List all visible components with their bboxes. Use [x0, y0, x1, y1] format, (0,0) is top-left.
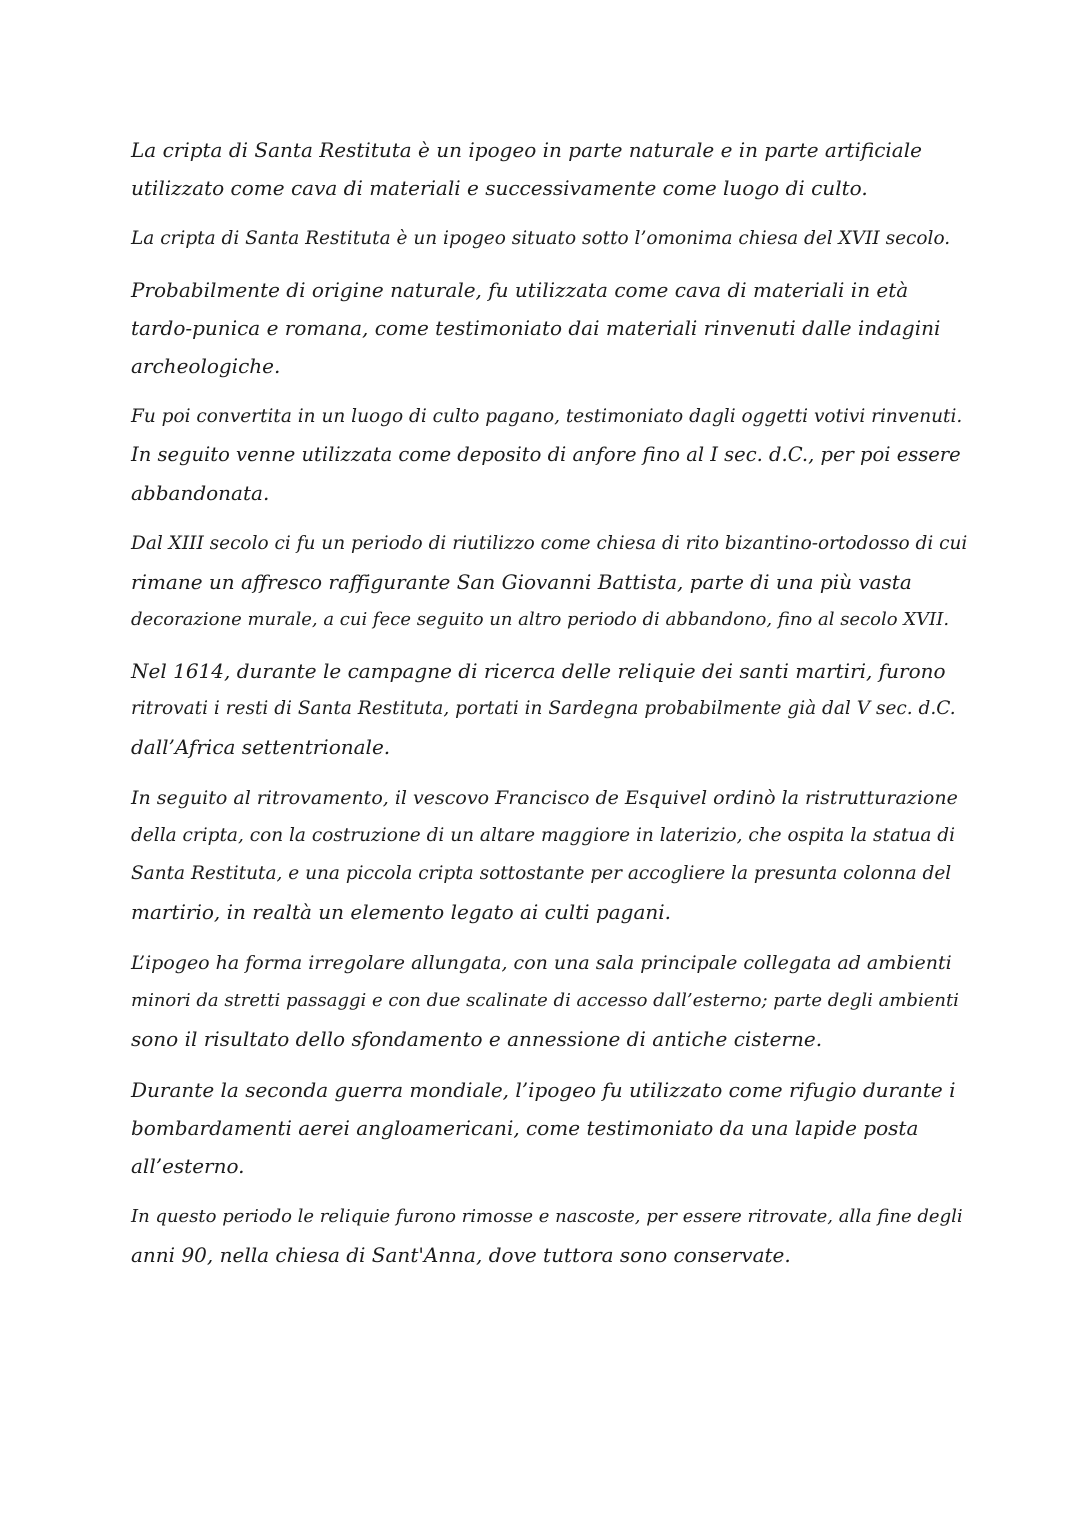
paragraph-5: [131, 525, 971, 639]
text-line: In seguito venne utilizzata come deposito di anfore fino al I sec. d.C., per poi essere: [131, 443, 961, 466]
text-line: L’ipogeo ha forma irregolare allungata, con una sala principale collegata ad ambienti: [131, 952, 952, 974]
document-body: [131, 131, 971, 1287]
text-line: In questo periodo le reliquie furono rimosse e nascoste, per essere ritrovate, alla fine degli: [131, 1206, 963, 1227]
text-line: ritrovati i resti di Santa Restituta, portati in Sardegna probabilmente già dal V sec. d.C.: [131, 698, 956, 719]
text-line: Probabilmente di origine naturale, fu utilizzata come cava di materiali in età: [131, 278, 909, 302]
paragraph-6: [131, 652, 971, 766]
text-line: Nel 1614, durante le campagne di ricerca delle reliquie dei santi martiri, furono: [131, 659, 946, 683]
text-line: In seguito al ritrovamento, il vescovo Francisco de Esquivel ordinò la ristrutturazione: [131, 787, 958, 809]
paragraph-3: [131, 271, 971, 385]
text-line: della cripta, con la costruzione di un altare maggiore in laterizio, che ospita la statua di: [131, 825, 955, 846]
paragraph-1: [131, 131, 971, 207]
text-line: Dal XIII secolo ci fu un periodo di riutilizzo come chiesa di rito bizantino-ortodosso di cui: [131, 533, 968, 554]
text-line: decorazione murale, a cui fece seguito un altro periodo di abbandono, fino al secolo XVII.: [131, 609, 950, 630]
paragraph-8: [131, 944, 971, 1058]
text-line: sono il risultato dello sfondamento e annessione di antiche cisterne.: [131, 1027, 823, 1051]
text-line: archeologiche.: [131, 354, 281, 378]
text-line: abbandonata.: [131, 481, 270, 505]
text-line: La cripta di Santa Restituta è un ipogeo in parte naturale e in parte artificiale: [131, 138, 922, 162]
text-line: tardo-punica e romana, come testimoniato dai materiali rinvenuti dalle indagini: [131, 316, 941, 340]
paragraph-2: [131, 220, 971, 258]
text-line: martirio, in realtà un elemento legato ai culti pagani.: [131, 900, 671, 924]
text-line: all’esterno.: [131, 1154, 245, 1178]
text-line: anni 90, nella chiesa di Sant'Anna, dove tuttora sono conservate.: [131, 1243, 791, 1267]
text-line: Santa Restituta, e una piccola cripta sottostante per accogliere la presunta colonna del: [131, 863, 952, 884]
text-line: Fu poi convertita in un luogo di culto pagano, testimoniato dagli oggetti votivi rinvenuti.: [131, 406, 963, 427]
paragraph-4: [131, 398, 971, 512]
paragraph-9: [131, 1071, 971, 1185]
paragraph-10: [131, 1198, 971, 1274]
text-line: rimane un affresco raffigurante San Giovanni Battista, parte di una più vasta: [131, 570, 912, 594]
text-line: dall’Africa settentrionale.: [131, 735, 391, 759]
text-line: utilizzato come cava di materiali e successivamente come luogo di culto.: [131, 176, 868, 200]
text-line: Durante la seconda guerra mondiale, l’ipogeo fu utilizzato come rifugio durante i: [131, 1078, 956, 1102]
paragraph-7: [131, 779, 971, 931]
text-line: minori da stretti passaggi e con due scalinate di accesso dall’esterno; parte degli ambienti: [131, 990, 959, 1011]
text-line: bombardamenti aerei angloamericani, come testimoniato da una lapide posta: [131, 1116, 919, 1140]
text-line: La cripta di Santa Restituta è un ipogeo situato sotto l’omonima chiesa del XVII secolo.: [131, 228, 951, 249]
